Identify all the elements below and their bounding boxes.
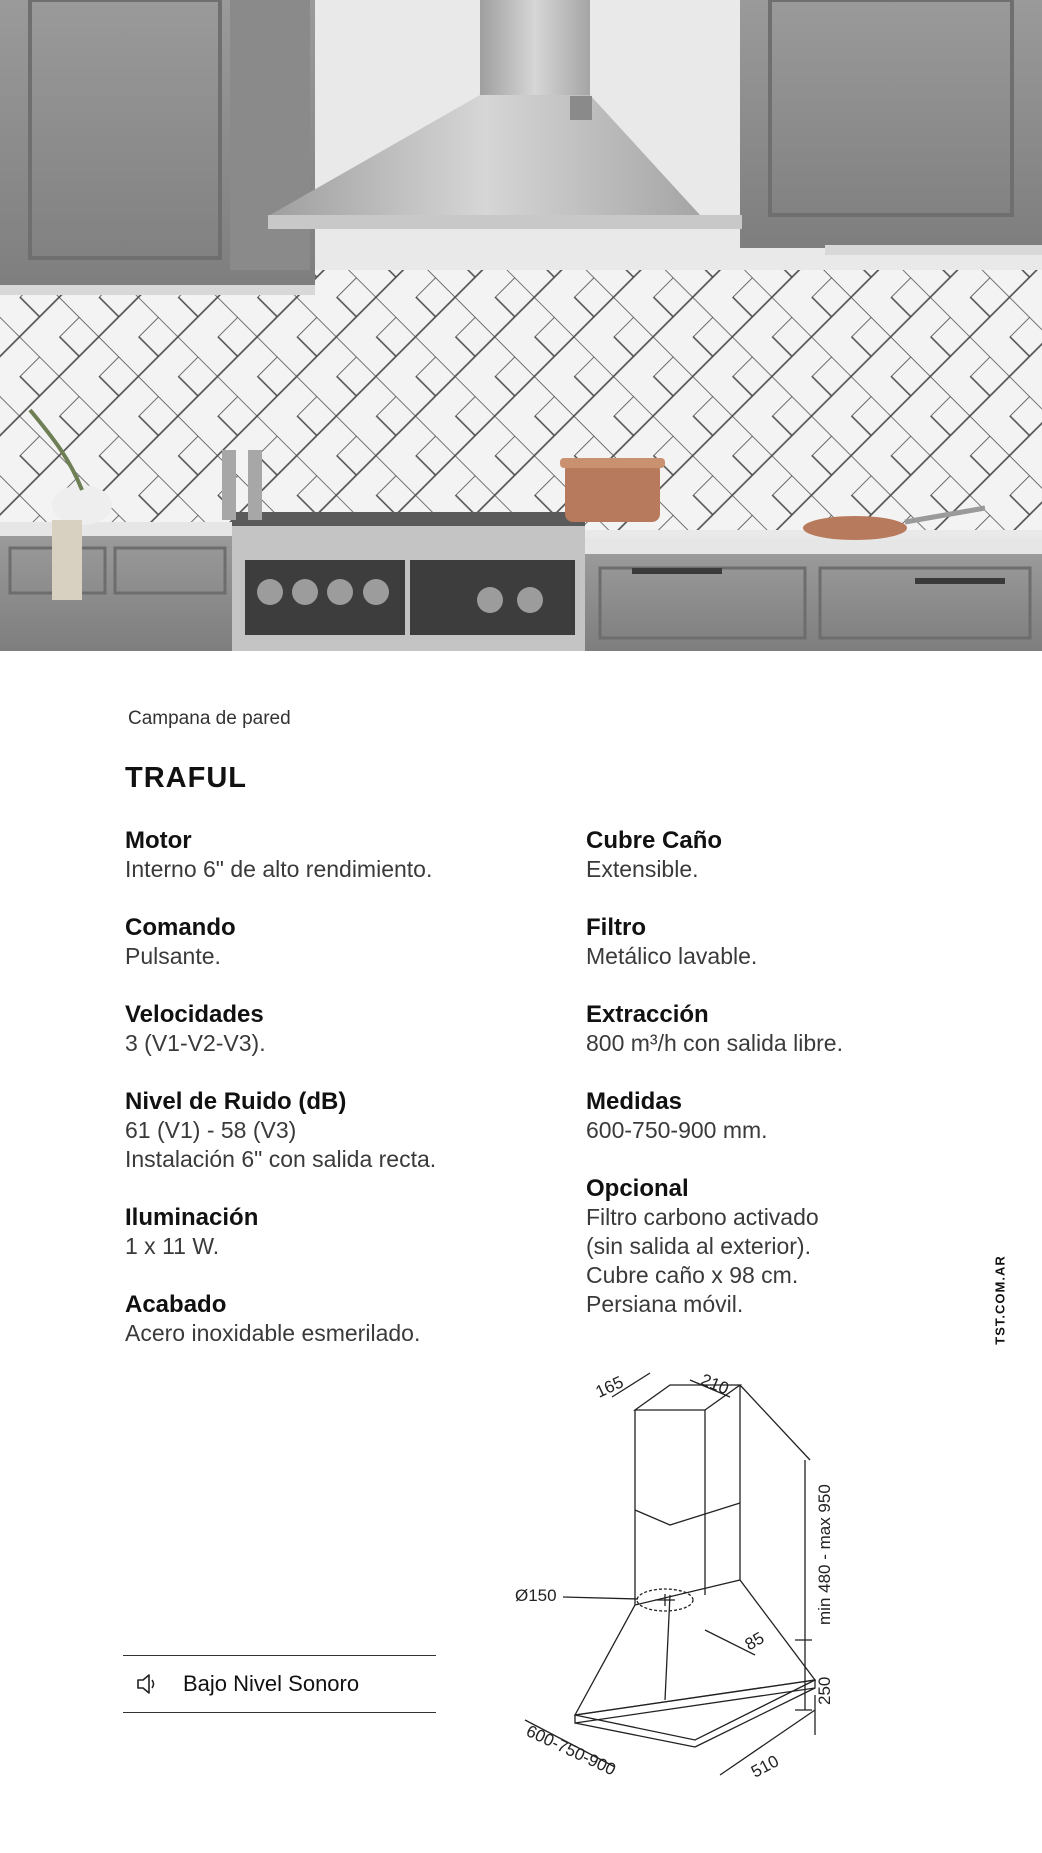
spec-label: Velocidades <box>125 1001 264 1028</box>
speaker-icon <box>135 1671 161 1697</box>
spec-comando <box>125 913 545 971</box>
website-url: TST.COM.AR <box>992 1255 1008 1345</box>
spec-extraccion <box>586 1000 1006 1058</box>
spec-label: Iluminación <box>125 1204 259 1231</box>
spec-value: (sin salida al exterior). <box>586 1233 811 1259</box>
spec-label: Opcional <box>586 1175 689 1202</box>
spec-value: Pulsante. <box>125 943 221 969</box>
spec-label: Motor <box>125 827 192 854</box>
kitchen-illustration <box>0 0 1042 651</box>
spec-value: Persiana móvil. <box>586 1291 744 1317</box>
spec-value: Extensible. <box>586 856 699 882</box>
spec-iluminacion <box>125 1203 545 1261</box>
specs-left-column <box>125 826 545 1377</box>
spec-value: 600-750-900 mm. <box>586 1117 768 1143</box>
spec-value: 3 (V1-V2-V3). <box>125 1030 266 1056</box>
spec-value: Filtro carbono activado <box>586 1204 819 1230</box>
product-model: TRAFUL <box>125 762 247 794</box>
hero-image <box>0 0 1042 651</box>
spec-value: Interno 6" de alto rendimiento. <box>125 856 433 882</box>
spec-label: Extracción <box>586 1001 709 1028</box>
dim-top-width: 210 <box>698 1370 732 1399</box>
spec-value: Acero inoxidable esmerilado. <box>125 1320 421 1346</box>
spec-filtro <box>586 913 1006 971</box>
product-category: Campana de pared <box>128 708 291 729</box>
dim-depth-offset: 85 <box>741 1628 768 1655</box>
spec-acabado <box>125 1290 545 1348</box>
spec-label: Filtro <box>586 914 646 941</box>
dim-depth: 510 <box>747 1751 782 1782</box>
dim-top-depth: 165 <box>592 1372 627 1402</box>
dim-hood-height: 250 <box>815 1676 834 1705</box>
spec-label: Nivel de Ruido (dB) <box>125 1088 347 1115</box>
spec-value: 800 m³/h con salida libre. <box>586 1030 843 1056</box>
spec-cubre-cano <box>586 826 1006 884</box>
spec-value: 1 x 11 W. <box>125 1233 220 1259</box>
feature-badge-label: Bajo Nivel Sonoro <box>183 1671 360 1696</box>
spec-label: Comando <box>125 914 236 941</box>
dim-duct-diameter: Ø150 <box>515 1586 557 1605</box>
spec-velocidades <box>125 1000 545 1058</box>
spec-value: Cubre caño x 98 cm. <box>586 1262 799 1288</box>
spec-label: Acabado <box>125 1291 227 1318</box>
dim-height-range: min 480 - max 950 <box>815 1484 834 1625</box>
spec-nivel-ruido <box>125 1087 545 1174</box>
specs-right-column <box>586 826 1006 1348</box>
spec-label: Cubre Caño <box>586 827 723 854</box>
dim-width: 600-750-900 <box>523 1721 619 1780</box>
spec-medidas <box>586 1087 1006 1145</box>
feature-badge <box>123 1655 436 1713</box>
spec-motor <box>125 826 545 884</box>
spec-label: Medidas <box>586 1088 683 1115</box>
spec-value: 61 (V1) - 58 (V3) <box>125 1117 297 1143</box>
dimension-diagram <box>515 1355 895 1785</box>
spec-value: Instalación 6" con salida recta. <box>125 1146 437 1172</box>
spec-value: Metálico lavable. <box>586 943 758 969</box>
spec-opcional <box>586 1174 1006 1319</box>
